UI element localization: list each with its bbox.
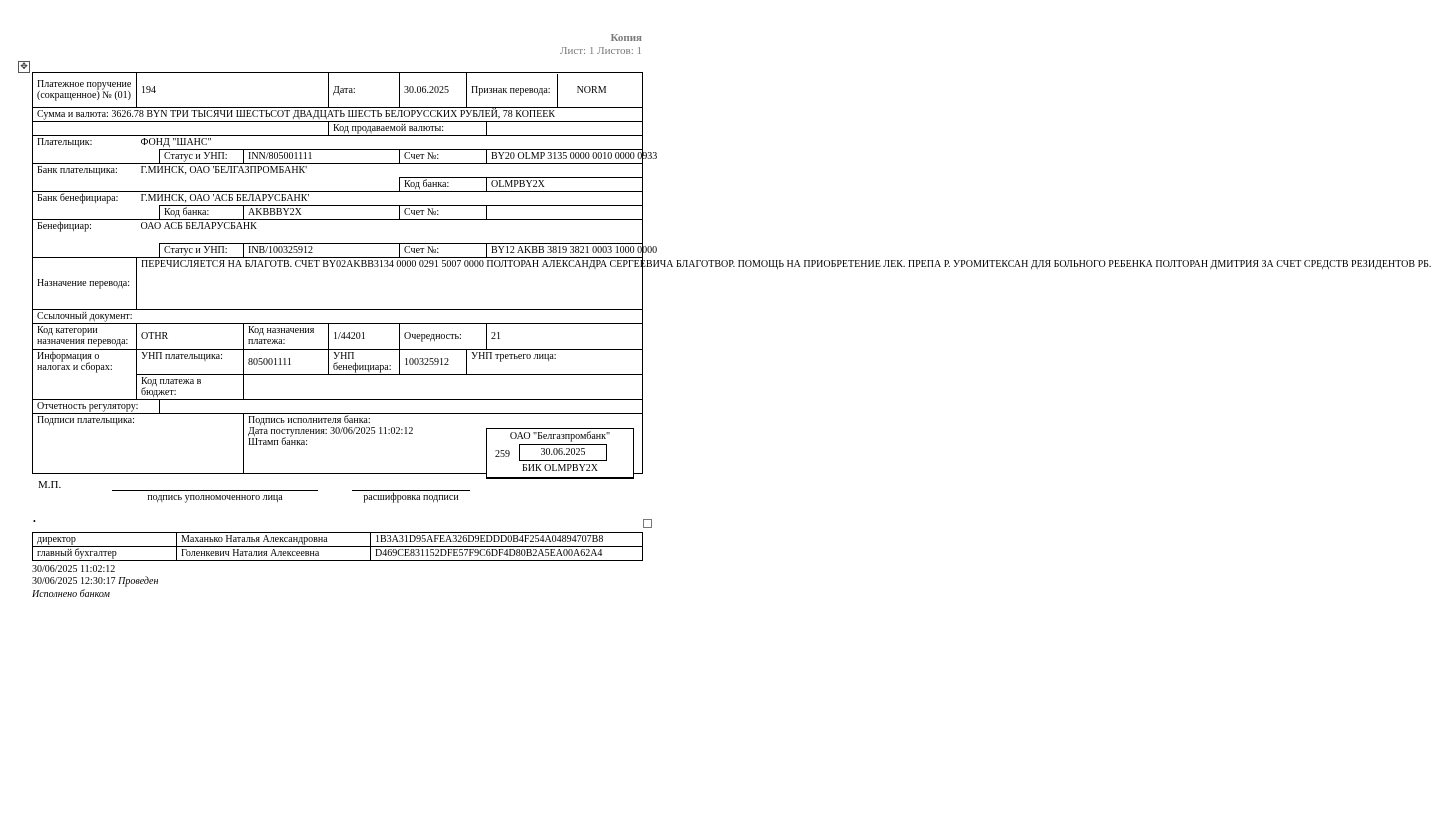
payer-label: Плательщик: [33,136,137,150]
payer-signatures-cell [33,414,244,474]
payer-name: ФОНД "ШАНС" [137,136,643,150]
bank-stamp [486,428,634,479]
beneficiary-account-label: Счет №: [400,244,487,258]
purpose-label: Назначение перевода: [33,258,137,310]
beneficiary-name: ОАО АСБ БЕЛАРУСБАНК [137,220,643,244]
budget-code-label: Код платежа в бюджет: [137,375,244,400]
status-unp-label: Статус и УНП: [160,150,244,164]
sold-currency-label: Код продаваемой валюты: [329,122,487,136]
order-date: 30.06.2025 [400,73,467,108]
tax-info-label: Информация о налогах и сборах: [33,350,137,400]
beneficiary-status-unp: INB/100325912 [244,244,400,258]
bank-stamp-label: Штамп банка: [248,437,308,448]
payer-unp: 805001111 [244,350,329,375]
blank-cell [33,206,160,220]
signature-line [112,490,318,491]
log-line-2 [32,576,158,587]
priority-label: Очередность: [400,324,487,350]
payment-order-table [32,72,1431,474]
stamp-bank-name: ОАО "Белгазпромбанк" [509,431,611,442]
log-line-3: Исполнено банком [32,589,110,600]
category-code-label: Код категории назначения перевода: [33,324,137,350]
signer-name: Маханько Наталья Александровна [177,533,371,547]
transfer-sign-value: NORM [576,84,607,96]
beneficiary-account: BY12 AKBB 3819 3821 0003 1000 0000 [487,244,643,258]
blank-cell [33,122,329,136]
reference-doc-label: Ссылочный документ: [33,310,643,324]
blank-cell [33,178,400,192]
stamp-date: 30.06.2025 [519,444,607,461]
third-party-unp-label: УНП третьего лица: [467,350,643,375]
amount-cell [33,108,643,122]
decode-line [352,490,470,491]
beneficiary-bank-label: Банк бенефициара: [33,192,137,206]
mp-label: М.П. [38,479,62,491]
transfer-sign-label: Признак перевода: [471,84,551,96]
signer-role: главный бухгалтер [33,547,177,561]
beneficiary-status-unp-label: Статус и УНП: [160,244,244,258]
payer-account: BY20 OLMP 3135 0000 0010 0000 0933 [487,150,643,164]
signer-name: Голенкевич Наталия Алексеевна [177,547,371,561]
payer-bank-code: OLMPBY2X [487,178,643,192]
transfer-sign-cell [467,73,643,108]
priority-value: 21 [487,324,643,350]
order-title-label: Платежное поручение (сокращенное) № (01) [33,73,137,108]
log-line-2-time: 30/06/2025 12:30:17 [32,576,116,587]
resize-handle-icon[interactable] [643,519,652,528]
amount-value: 3626.78 BYN ТРИ ТЫСЯЧИ ШЕСТЬСОТ ДВАДЦАТЬ ШЕСТЬ БЕЛОРУССКИХ РУБЛЕЙ, 78 КОПЕЕК [111,109,556,120]
signer-key: 1B3A31D95AFEA326D9EDDD0B4F254A04894707B8 [371,533,643,547]
payer-unp-label: УНП плательщика: [137,350,244,375]
date-label-text: Дата: [333,84,356,96]
payer-bank-name: Г.МИНСК, ОАО 'БЕЛГАЗПРОМБАНК' [137,164,643,178]
payment-purpose-code-label: Код назначения платежа: [244,324,329,350]
regulator-value [160,400,643,414]
payment-purpose-code: 1/44201 [329,324,400,350]
log-line-2-status: Проведен [118,576,159,587]
bullet-icon: • [33,517,36,526]
payer-status-unp: INN/805001111 [244,150,400,164]
regulator-label: Отчетность регулятору: [33,400,160,414]
beneficiary-bank-account [487,206,643,220]
sold-currency-value [487,122,643,136]
signature-caption: подпись уполномоченного лица [147,492,283,503]
decode-caption: расшифровка подписи [363,492,459,503]
payer-account-label: Счет №: [400,150,487,164]
received-date: Дата поступления: 30/06/2025 11:02:12 [248,426,414,437]
budget-code-value [244,375,643,400]
beneficiary-bank-account-label: Счет №: [400,206,487,220]
amount-label: Сумма и валюта: [37,109,109,120]
payer-bank-code-label: Код банка: [400,178,487,192]
beneficiary-bank-code: AKBBBY2X [244,206,400,220]
payer-signatures-label: Подписи плательщика: [37,415,135,426]
beneficiary-bank-code-label: Код банка: [160,206,244,220]
table-row [33,533,643,547]
beneficiary-unp: 100325912 [400,350,467,375]
stamp-bik: БИК OLMPBY2X [521,463,599,474]
table-row [33,547,643,561]
table-move-handle-icon[interactable]: ✥ [18,61,30,73]
blank-cell [33,244,160,258]
signer-role: директор [33,533,177,547]
sheet-count: Лист: 1 Листов: 1 [560,45,642,57]
stamp-number: 259 [495,449,510,460]
beneficiary-label: Бенефициар: [33,220,137,244]
signers-table [32,532,643,561]
order-number: 194 [137,73,329,108]
beneficiary-bank-name: Г.МИНСК, ОАО 'АСБ БЕЛАРУСБАНК' [137,192,643,206]
beneficiary-unp-label: УНП бенефициара: [329,350,400,375]
payer-bank-label: Банк плательщика: [33,164,137,178]
copy-label: Копия [610,32,642,44]
log-line-1: 30/06/2025 11:02:12 [32,564,116,575]
blank-cell [33,150,160,164]
date-label [329,73,400,108]
purpose-text: ПЕРЕЧИСЛЯЕТСЯ НА БЛАГОТВ. СЧЕТ BY02AKBB3134 0000 0291 5007 0000 ПОЛТОРАН АЛЕКСАНДРА СЕРГЕЕВИЧА БЛАГОТВОР. ПОМОЩЬ НА ПРИОБРЕТЕНИЕ ЛЕК. ПРЕПА Р. УРОМИТЕКСАН ДЛЯ БОЛЬНОГО РЕБЕНКА ПОЛТОРАН ДМИТРИЯ ЗА СЧЕТ СРЕДСТВ РЕЗИДЕНТОВ РБ. [137,258,643,310]
category-code: OTHR [137,324,244,350]
bank-exec-sign-label: Подпись исполнителя банка: [248,415,371,426]
signer-key: D469CE831152DFE57F9C6DF4D80B2A5EA00A62A4 [371,547,643,561]
